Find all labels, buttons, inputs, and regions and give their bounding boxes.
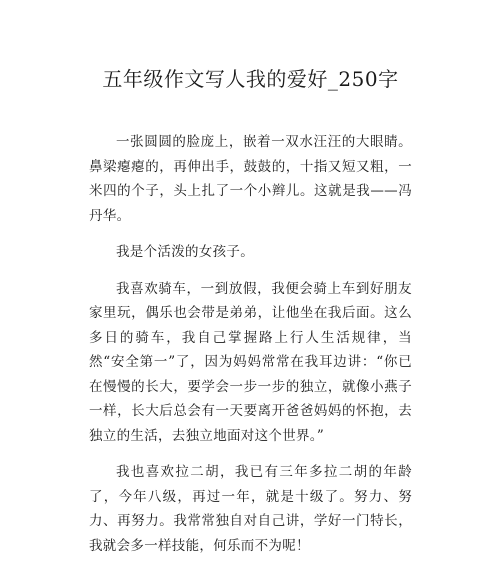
paragraph-personality: 我是个活泼的女孩子。 — [116, 244, 254, 260]
document-title: 五年级作文写人我的爱好_250字 — [102, 67, 399, 91]
document-body — [89, 130, 412, 558]
paragraph-cycling: 我喜欢骑车，一到放假，我便会骑上车到好朋友家里玩，偶乐也会带是弟弟，让他坐在我后面。这么多日的骑车，我自己掌握路上行人生活规律，当然“安全第一”了，因为妈妈常常在我耳边讲：“你已在慢慢的长大，要学会一步一步的独立，就像小燕子一样，长大后总会有一天要离开爸爸妈妈的怀抱，去独立的生活，去独立地面对这个世界。” — [89, 280, 412, 444]
paragraph-erhu: 我也喜欢拉二胡，我已有三年多拉二胡的年龄了，今年八级，再过一年，就是十级了。努力、努力、再努力。我常常独自对自己讲，学好一门特长，我就会多一样技能，何乐而不为呢！ — [89, 464, 412, 554]
paragraph-appearance: 一张圆圆的脸庞上，嵌着一双水汪汪的大眼睛。鼻梁瘪瘪的，再伸出手，鼓鼓的，十指又短又粗，一米四的个子，头上扎了一个小辫儿。这就是我——冯丹华。 — [89, 134, 412, 224]
